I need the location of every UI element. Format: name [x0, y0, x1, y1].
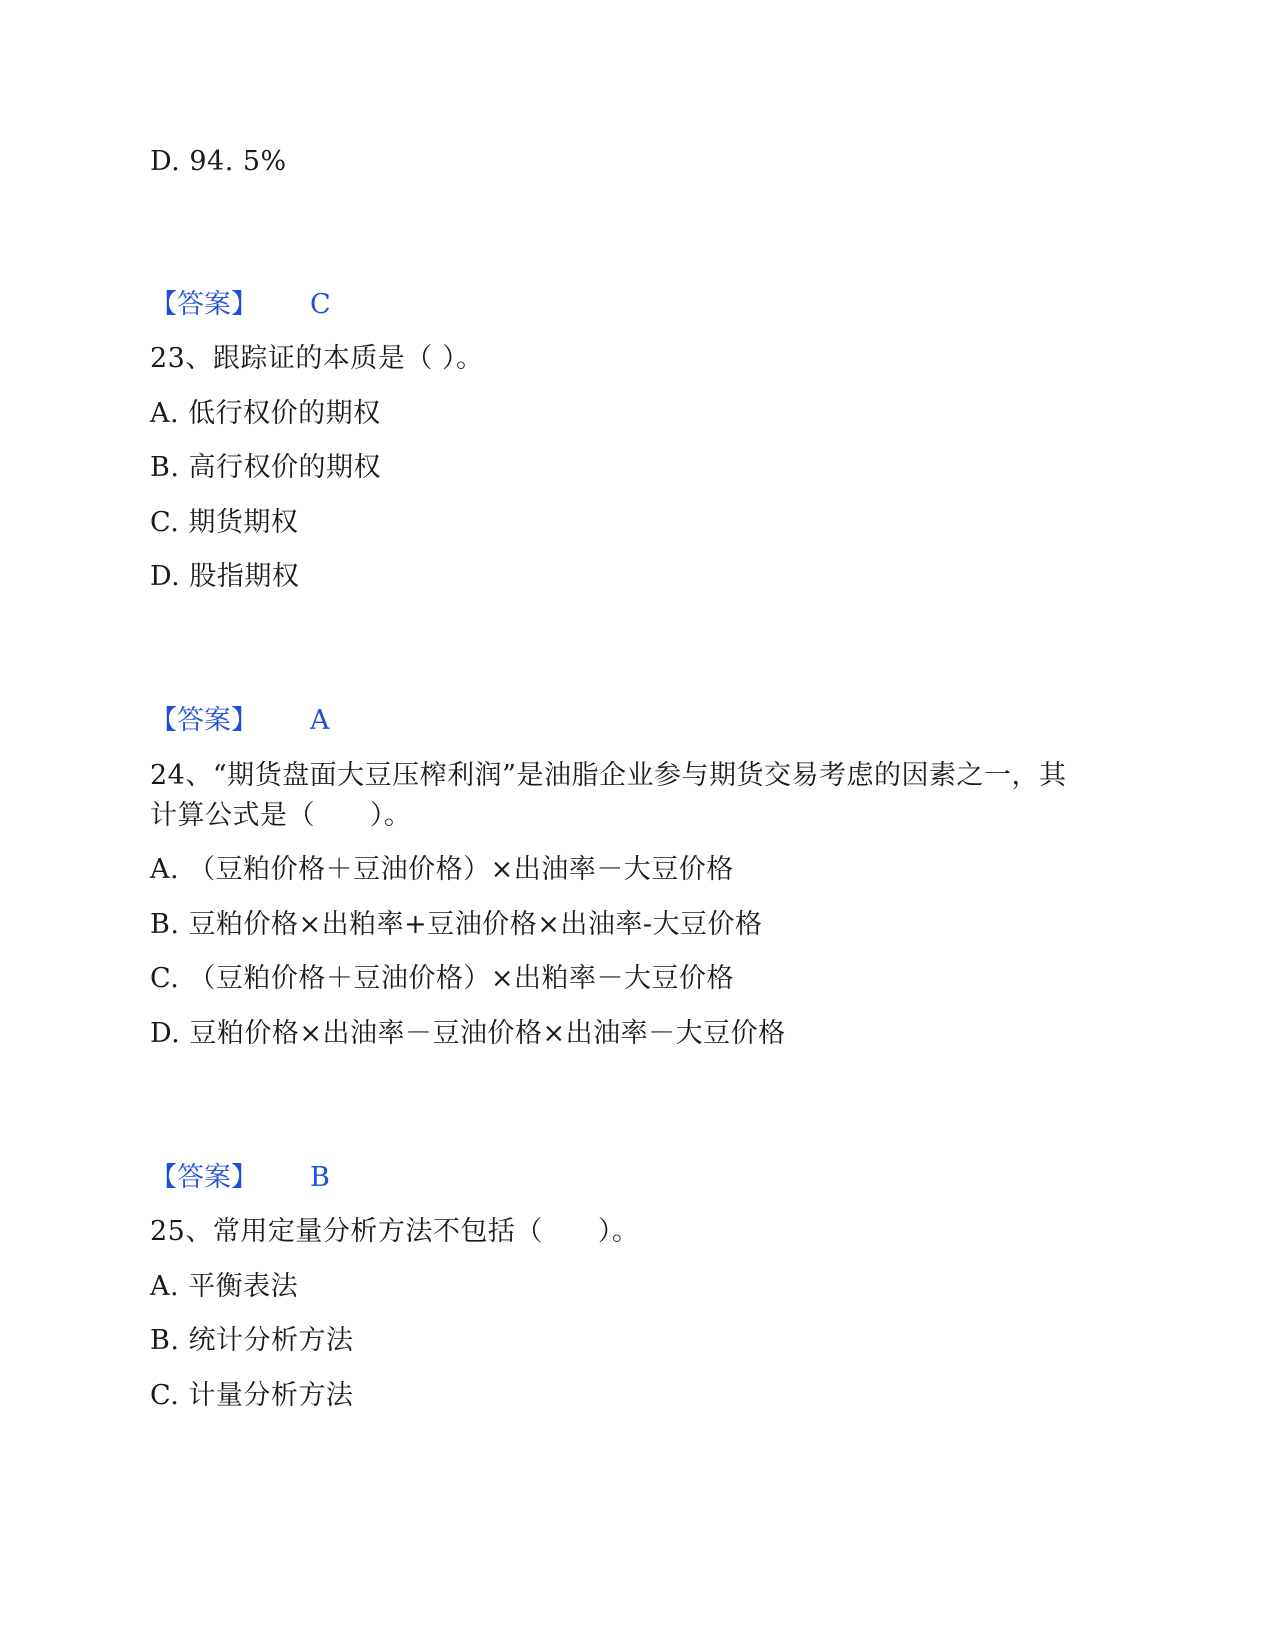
question-23-option-a: A. 低行权价的期权 — [150, 398, 381, 429]
question-24-option-c: C. （豆粕价格＋豆油价格）×出粕率－大豆价格 — [150, 963, 734, 994]
answer-value: C — [310, 289, 331, 320]
question-24-option-d: D. 豆粕价格×出油率－豆油价格×出油率－大豆价格 — [150, 1018, 786, 1049]
question-25-option-b: B. 统计分析方法 — [150, 1325, 354, 1356]
question-25-option-c: C. 计量分析方法 — [150, 1380, 354, 1411]
answer-value: A — [310, 705, 330, 736]
question-24-option-b: B. 豆粕价格×出粕率+豆油价格×出油率-大豆价格 — [150, 909, 763, 940]
prev-question-option-d: D. 94. 5% — [150, 146, 287, 177]
answer-24 — [150, 1159, 330, 1197]
answer-23 — [150, 702, 330, 740]
question-23-option-b: B. 高行权价的期权 — [150, 452, 382, 483]
question-24-stem-line1: 24、“期货盘面大豆压榨利润”是油脂企业参与期货交易考虑的因素之一，其 — [150, 760, 1067, 791]
question-25-stem: 25、常用定量分析方法不包括（ ）。 — [150, 1216, 640, 1247]
answer-label: 【答案】 — [150, 289, 258, 320]
answer-value: B — [310, 1162, 330, 1193]
question-23-option-d: D. 股指期权 — [150, 561, 300, 592]
question-23-stem: 23、跟踪证的本质是（ ）。 — [150, 343, 484, 374]
answer-label: 【答案】 — [150, 1162, 258, 1193]
question-23-option-c: C. 期货期权 — [150, 507, 299, 538]
question-24-stem-line2: 计算公式是（ ）。 — [150, 800, 412, 831]
answer-22 — [150, 286, 331, 324]
answer-label: 【答案】 — [150, 705, 258, 736]
question-24-option-a: A. （豆粕价格＋豆油价格）×出油率－大豆价格 — [150, 854, 734, 885]
question-25-option-a: A. 平衡表法 — [150, 1271, 299, 1302]
